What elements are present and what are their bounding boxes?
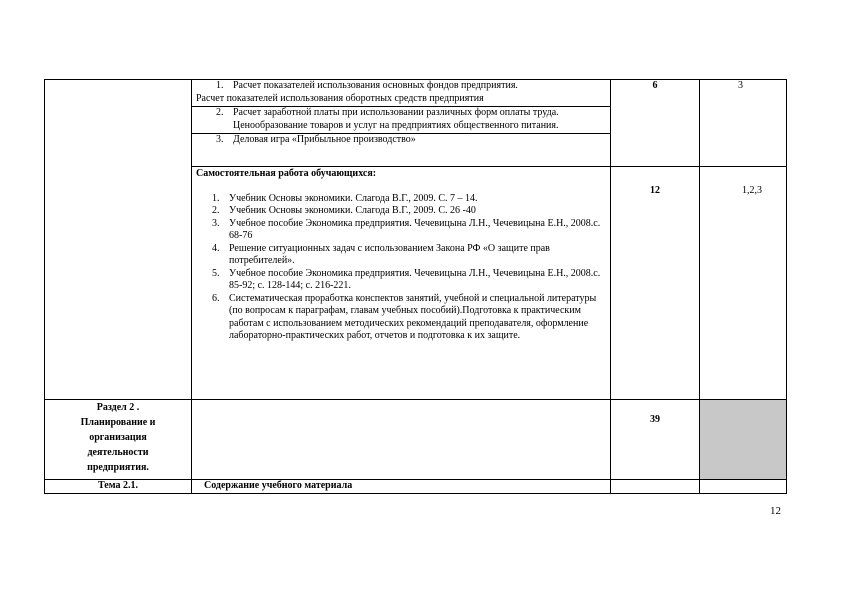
list-item: 2. Учебник Основы экономики. Слагода В.Г., 2009. С. 26 -40 <box>212 205 476 216</box>
list-item: 5. Учебное пособие Экономика предприятия. Чечевицына Л.Н., Чечевицына Е.Н., 2008.с. 85-92; с. 128-144; с. 216-221. <box>212 267 601 291</box>
section-cell-empty <box>45 167 192 400</box>
content-cell-empty <box>192 400 611 480</box>
list-item: 2. Расчет заработной платы при использовании различных форм оплаты труда. Ценообразование товаров и услуг на предприятиях общественного питания. <box>192 107 610 134</box>
list-item: 3. Деловая игра «Прибыльное производство» <box>216 134 416 145</box>
content-cell <box>192 80 611 167</box>
curriculum-table <box>44 79 787 494</box>
table-row <box>45 80 787 167</box>
table-row <box>45 167 787 400</box>
table-row <box>45 480 787 494</box>
topic-title: Тема 2.1. <box>45 480 192 494</box>
page-number: 12 <box>770 505 781 517</box>
hours-cell: 39 <box>611 400 700 480</box>
level-cell-empty <box>700 480 787 494</box>
independent-work-list <box>192 193 606 343</box>
level-cell-shaded <box>700 400 787 480</box>
list-item: 1. Расчет показателей использования основных фондов предприятия. Расчет показателей использования оборотных средств предприятия <box>192 80 610 107</box>
content-cell <box>192 167 611 400</box>
level-cell: 3 <box>700 80 787 167</box>
hours-cell: 6 <box>611 80 700 167</box>
independent-work-heading: Самостоятельная работа обучающихся: <box>196 168 377 179</box>
section-cell-empty <box>45 80 192 167</box>
hours-cell-empty <box>611 480 700 494</box>
list-item: 3. Учебное пособие Экономика предприятия. Чечевицына Л.Н., Чечевицына Е.Н., 2008.с. 68-76 <box>212 217 601 241</box>
content-heading: Содержание учебного материала <box>192 480 611 494</box>
list-item: 4. Решение ситуационных задач с использованием Закона РФ «О защите прав потребителей». <box>212 242 550 266</box>
table-row <box>45 400 787 480</box>
hours-cell: 12 <box>611 167 700 400</box>
section-title: Раздел 2 . Планирование и организация деятельности предприятия. <box>45 400 192 480</box>
list-item: 6. Систематическая проработка конспектов занятий, учебной и специальной литературы (по вопросам к параграфам, главам учебных пособий).Подготовка к практическим работам с использованием методических рекомендаций преподавателя, оформление лабораторно-практических работ, отчетов и подготовка к их защите. <box>212 292 597 341</box>
list-item: 1. Учебник Основы экономики. Слагода В.Г., 2009. С. 7 – 14. <box>212 192 478 204</box>
level-cell: 1,2,3 <box>700 167 787 400</box>
